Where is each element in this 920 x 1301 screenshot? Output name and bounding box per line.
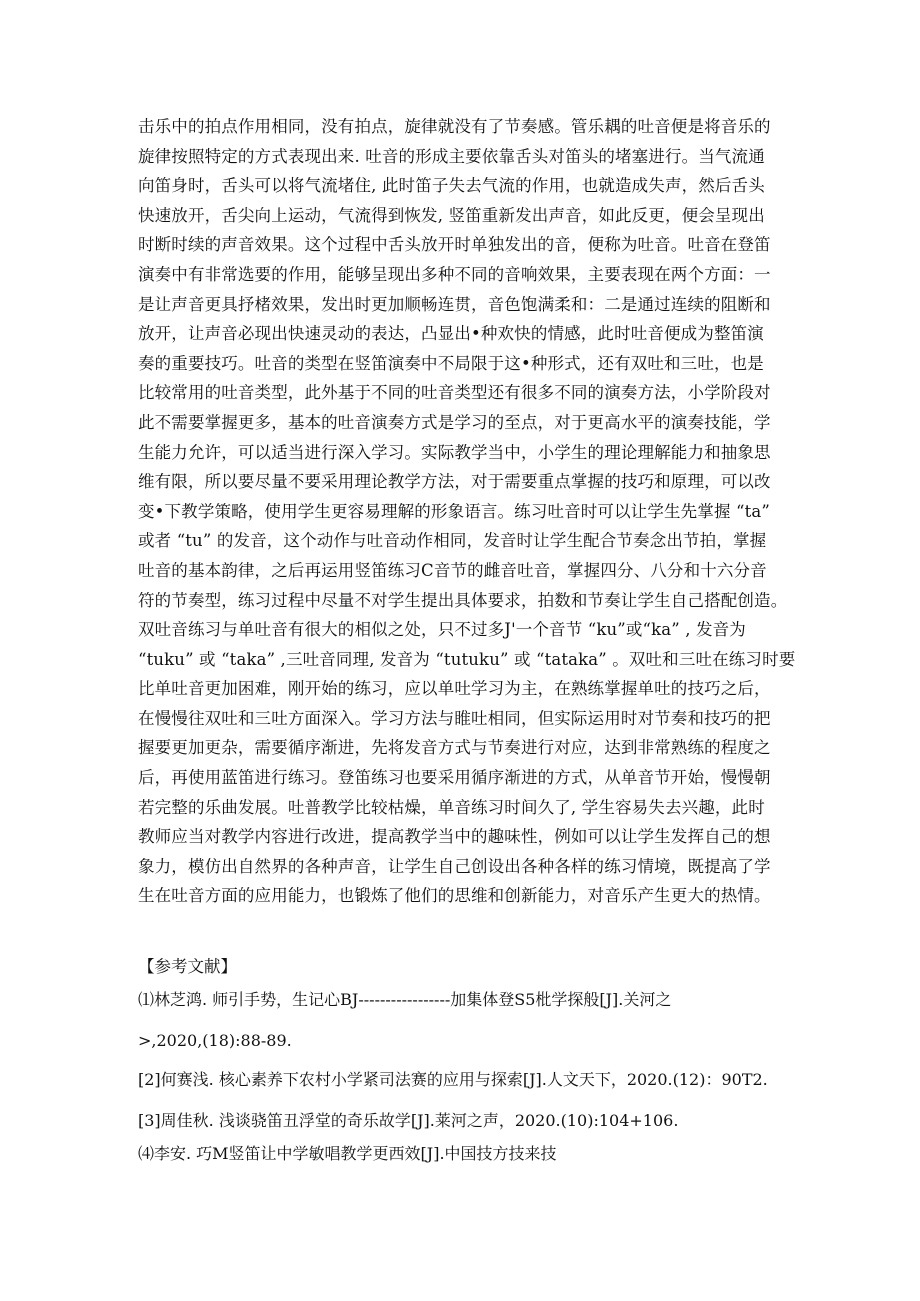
body-line: 教师应当对教学内容进行改进，提高教学当中的趣味性，例如可以让学生发挥自己的想 (138, 827, 771, 847)
body-line: 符的节奏型，练习过程中尽量不对学生提出具体要求，拍数和节奏让学生自己搭配创造。 (138, 590, 788, 610)
body-line: 生在吐音方面的应用能力，也锻炼了他们的思维和创新能力，对音乐产生更大的热情。 (138, 886, 771, 906)
body-line: 时断时续的声音效果。这个过程中舌头放开时单独发出的音，便称为吐音。吐音在登笛 (138, 235, 771, 255)
body-line: 快速放开，舌尖向上运动，气流得到恢发, 竖笛重新发出声音，如此反更，便会呈现出 (138, 205, 765, 225)
body-line: 吐音的基本韵律，之后再运用竖笛练习C音节的雌音吐音，掌握四分、八分和十六分音 (138, 560, 767, 580)
body-line: 击乐中的拍点作用相同，没有拍点，旋律就没有了节奏感。管乐耦的吐音便是将音乐的 (138, 117, 771, 136)
reference-item: ⑷李安. 巧M竖笛让中学敏唱教学更西效[J].中国技方技来技 (138, 1144, 557, 1163)
body-line: 握要更加更杂，需要循序渐进，先将发音方式与节奏进行对应，达到非常熟练的程度之 (138, 738, 771, 758)
reference-item-continuation: >,2020,(18):88-89. (138, 1031, 292, 1050)
reference-item: [2]何赛浅. 核心素养下农村小学紧司法赛的应用与探索[J].人文天下，2020.(12)：90T2. (138, 1070, 768, 1089)
body-line: 演奏中有非常选要的作用，能够呈现出多种不同的音响效果，主要表现在两个方面：一 (138, 264, 771, 284)
references-heading: 【参考文献】 (138, 957, 237, 976)
body-line: 是让声音更具抒楮效果，发出时更加顺畅连贯，音色饱满柔和：二是通过连续的阻断和 (138, 294, 771, 314)
body-line: 旋律按照特定的方式表现出来. 吐音的形成主要依靠舌头对笛头的堵塞进行。当气流通 (138, 146, 765, 166)
body-line: 奏的重要技巧。吐音的类型在竖笛演奏中不局限于这•种形式，还有双吐和三吐，也是 (138, 353, 764, 373)
body-line: 放开，让声音必现出快速灵动的表达，凸显出•种欢快的情感，此时吐音便成为整笛演 (138, 324, 764, 344)
reference-item: ⑴林芝鸿. 师引手势，生记心BJ-----------------加集体登S5枇学探般[J].关河之 (138, 990, 672, 1009)
body-line: 比单吐音更加困难，刚开始的练习，应以单吐学习为主，在熟练掌握单吐的技巧之后， (138, 679, 771, 699)
body-line: 若完整的乐曲发展。吐普教学比较枯燥，单音练习时间久了, 学生容易失去兴趣，此时 (138, 797, 765, 817)
body-line: 维有限，所以要尽量不要采用理论教学方法，对于需要重点掌握的技巧和原理，可以改 (138, 472, 771, 492)
body-line: 在慢慢往双吐和三吐方面深入。学习方法与睢吐相同，但实际运用时对节奏和技巧的把 (138, 708, 771, 728)
body-line: 象力，模仿出自然界的各种声音，让学生自己创设出各种各样的练习情境，既提高了学 (138, 856, 771, 876)
body-line: 或者 “tu” 的发音，这个动作与吐音动作相同，发音时让学生配合节奏念出节拍，掌握 (138, 531, 767, 551)
reference-item: [3]周佳秋. 浅谈骁笛丑浮堂的奇乐故学[J].莱河之声，2020.(10):104+106. (138, 1111, 679, 1130)
body-paragraph (138, 112, 798, 911)
body-line: 变•下教学策略，使用学生更容易理解的形象语言。练习吐音时可以让学生先掌握 “ta” (138, 501, 770, 521)
body-line: 双吐音练习与单吐音有很大的相似之处，只不过多J'一个音节 “ku”或“ka” , 发音为 (138, 620, 746, 640)
body-line: 生能力允许，可以适当进行深入学习。实际教学当中，小学生的理论理解能力和抽象思 (138, 442, 771, 462)
body-line: 此不需要掌握更多，基本的吐音演奏方式是学习的至点，对于更高水平的演奏技能，学 (138, 412, 771, 432)
body-line: 后，再使用蓝笛进行练习。登笛练习也要采用循序渐进的方式，从单音节开始，慢慢朝 (138, 768, 771, 788)
body-line: “tuku” 或 “taka” ,三吐音同理, 发音为 “tutuku” 或 “tataka” 。双吐和三吐在练习时要 (138, 649, 796, 669)
body-line: 比较常用的吐音类型，此外基于不同的吐音类型还有很多不同的演奏方法，小学阶段对 (138, 383, 771, 403)
body-line: 向笛身时，舌头可以将气流堵住, 此时笛子失去气流的作用，也就造成失声，然后舌头 (138, 176, 765, 196)
